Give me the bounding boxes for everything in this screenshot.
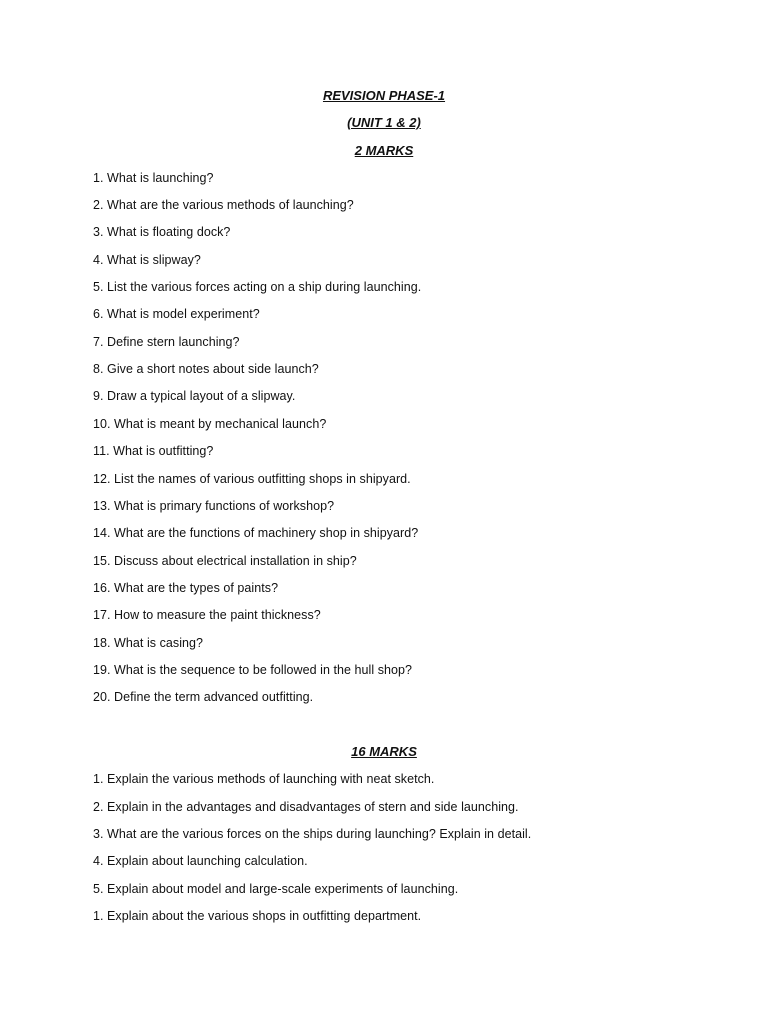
question-item: 18. What is casing?	[93, 636, 204, 650]
document-title: REVISION PHASE-1	[322, 88, 446, 103]
question-item: 15. Discuss about electrical installation in ship?	[93, 554, 357, 568]
question-item: 1. What is launching?	[93, 171, 214, 185]
question-item: 1. Explain the various methods of launching with neat sketch.	[93, 772, 435, 786]
question-item: 7. Define stern launching?	[93, 335, 240, 349]
question-item: 11. What is outfitting?	[93, 444, 214, 458]
question-item: 14. What are the functions of machinery shop in shipyard?	[93, 526, 419, 540]
question-item: 4. Explain about launching calculation.	[93, 854, 308, 868]
question-item: 5. Explain about model and large-scale experiments of launching.	[93, 882, 459, 896]
question-item: 13. What is primary functions of workshop?	[93, 499, 335, 513]
question-item: 2. What are the various methods of launching?	[93, 198, 354, 212]
question-item: 8. Give a short notes about side launch?	[93, 362, 319, 376]
question-item: 16. What are the types of paints?	[93, 581, 279, 595]
question-item: 2. Explain in the advantages and disadvantages of stern and side launching.	[93, 800, 519, 814]
sixteen-marks-heading: 16 MARKS	[351, 744, 417, 759]
question-item: 1. Explain about the various shops in outfitting department.	[93, 909, 422, 923]
units-heading: (UNIT 1 & 2)	[347, 115, 421, 130]
question-item: 4. What is slipway?	[93, 253, 201, 267]
question-item: 9. Draw a typical layout of a slipway.	[93, 389, 296, 403]
question-item: 17. How to measure the paint thickness?	[93, 608, 321, 622]
question-item: 6. What is model experiment?	[93, 307, 260, 321]
two-marks-heading: 2 MARKS	[354, 143, 414, 158]
question-item: 3. What are the various forces on the ships during launching? Explain in detail.	[93, 827, 532, 841]
question-item: 12. List the names of various outfitting shops in shipyard.	[93, 472, 411, 486]
question-item: 20. Define the term advanced outfitting.	[93, 690, 314, 704]
question-item: 5. List the various forces acting on a ship during launching.	[93, 280, 422, 294]
question-item: 3. What is floating dock?	[93, 225, 231, 239]
question-item: 10. What is meant by mechanical launch?	[93, 417, 327, 431]
question-item: 19. What is the sequence to be followed in the hull shop?	[93, 663, 413, 677]
